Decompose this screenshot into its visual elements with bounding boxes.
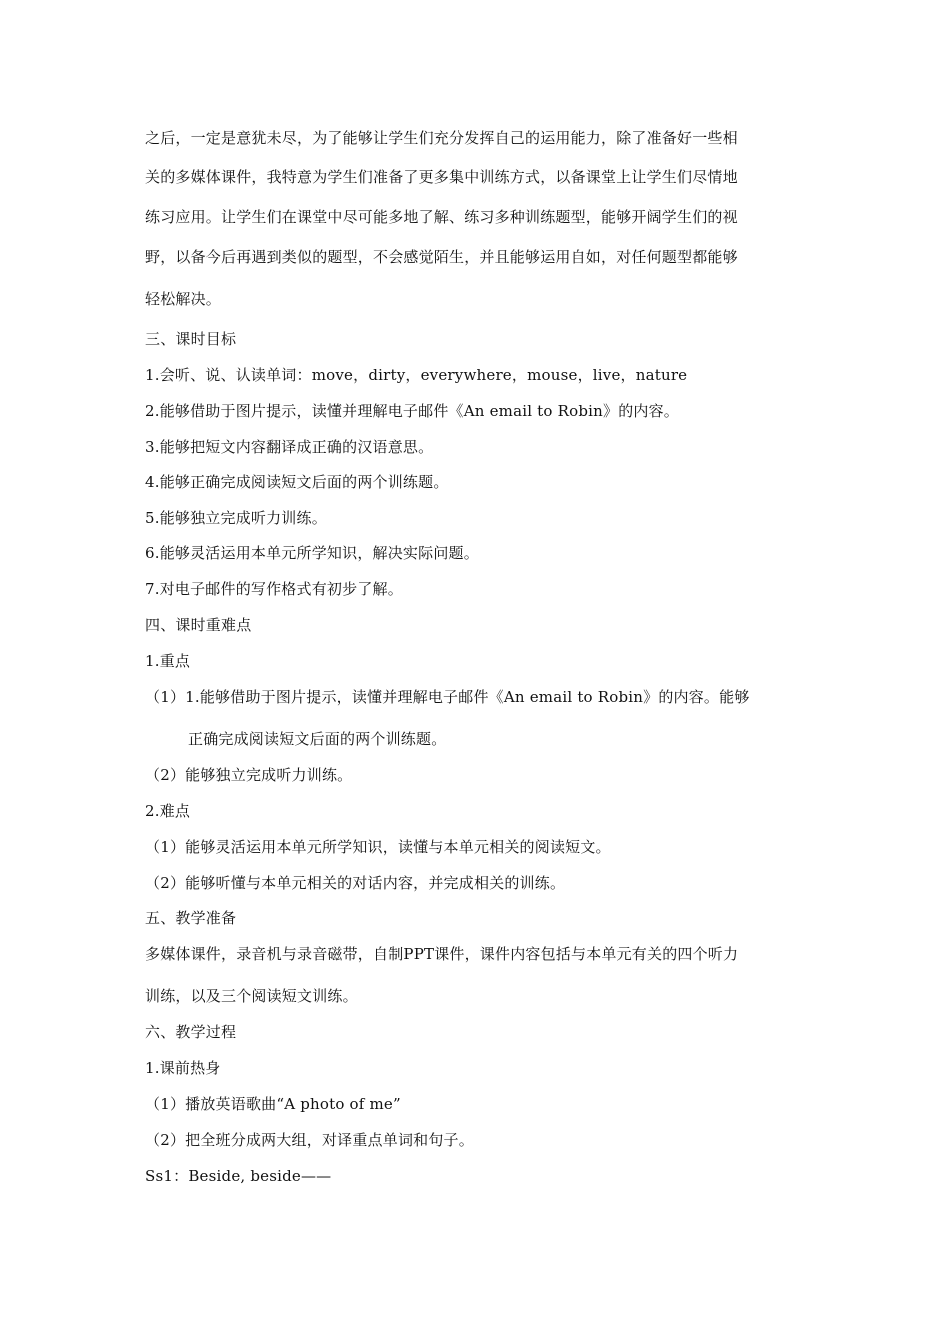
key-point-1-line-2: 正确完成阅读短文后面的两个训练题。 xyxy=(188,730,447,748)
section4-heading: 四、课时重难点 xyxy=(145,616,252,634)
difficult-point-2: （2）能够听懂与本单元相关的对话内容，并完成相关的训练。 xyxy=(145,874,566,892)
warmup-label: 1.课前热身 xyxy=(145,1059,221,1077)
intro-line-2: 关的多媒体课件，我特意为学生们准备了更多集中训练方式，以备课堂上让学生们尽情地 xyxy=(145,168,738,186)
section3-heading: 三、课时目标 xyxy=(145,330,237,348)
preparation-line-2: 训练，以及三个阅读短文训练。 xyxy=(145,987,358,1005)
difficult-point-1: （1）能够灵活运用本单元所学知识，读懂与本单元相关的阅读短文。 xyxy=(145,838,611,856)
objective-item-4: 4.能够正确完成阅读短文后面的两个训练题。 xyxy=(145,473,449,491)
objective-item-1: 1.会听、说、认读单词：move，dirty，everywhere，mouse，live，nature xyxy=(145,366,688,384)
objective-item-7: 7.对电子邮件的写作格式有初步了解。 xyxy=(145,580,403,598)
key-point-2: （2）能够独立完成听力训练。 xyxy=(145,766,353,784)
intro-line-3: 练习应用。让学生们在课堂中尽可能多地了解、练习多种训练题型，能够开阔学生们的视 xyxy=(145,208,738,226)
dialogue-ss1: Ss1：Beside, beside—— xyxy=(145,1167,332,1185)
objective-item-5: 5.能够独立完成听力训练。 xyxy=(145,509,327,527)
section6-heading: 六、教学过程 xyxy=(145,1023,237,1041)
objective-item-2: 2.能够借助于图片提示，读懂并理解电子邮件《An email to Robin》的内容。 xyxy=(145,402,679,420)
intro-line-5: 轻松解决。 xyxy=(145,290,222,308)
warmup-item-1: （1）播放英语歌曲“A photo of me” xyxy=(145,1095,401,1113)
key-point-1-line-1: （1）1.能够借助于图片提示，读懂并理解电子邮件《An email to Robin》的内容。能够 xyxy=(145,688,750,706)
intro-line-4: 野，以备今后再遇到类似的题型，不会感觉陌生，并且能够运用自如，对任何题型都能够 xyxy=(145,248,738,266)
objective-item-3: 3.能够把短文内容翻译成正确的汉语意思。 xyxy=(145,438,434,456)
warmup-item-2: （2）把全班分成两大组，对译重点单词和句子。 xyxy=(145,1131,474,1149)
key-points-label: 1.重点 xyxy=(145,652,191,670)
objective-item-6: 6.能够灵活运用本单元所学知识，解决实际问题。 xyxy=(145,544,479,562)
section5-heading: 五、教学准备 xyxy=(145,909,237,927)
difficult-points-label: 2.难点 xyxy=(145,802,191,820)
intro-line-1: 之后，一定是意犹未尽，为了能够让学生们充分发挥自己的运用能力，除了准备好一些相 xyxy=(145,129,738,147)
preparation-line-1: 多媒体课件，录音机与录音磁带，自制PPT课件，课件内容包括与本单元有关的四个听力 xyxy=(145,945,739,963)
